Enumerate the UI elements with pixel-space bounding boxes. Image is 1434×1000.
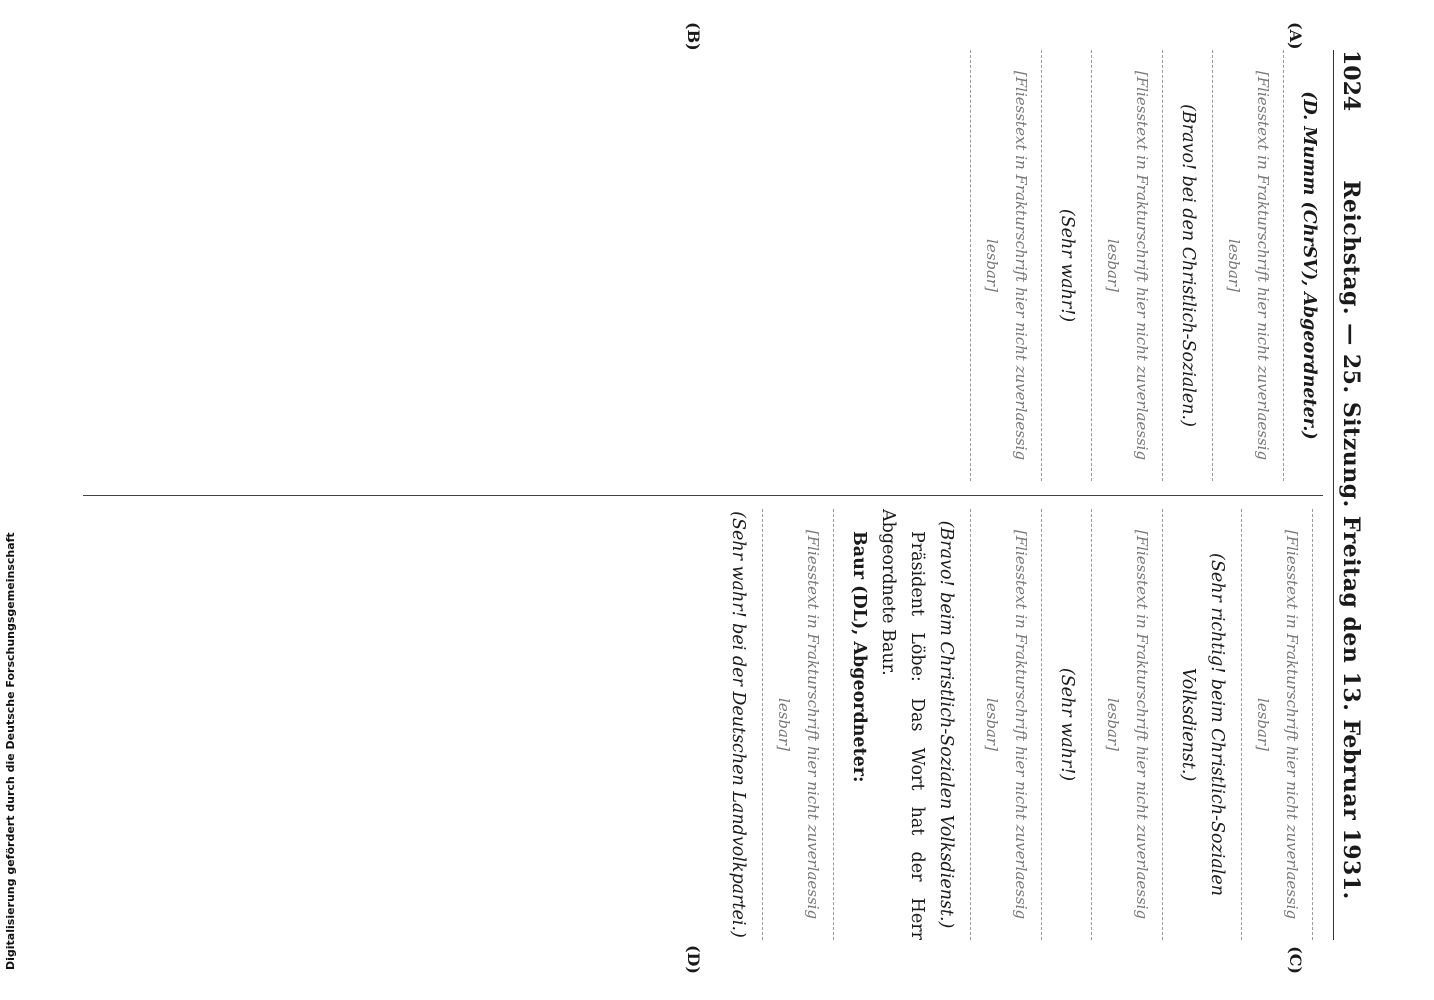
illegible-text: [Fliesstext in Frakturschrift hier nicht zuverlaessig lesbar] — [1091, 50, 1163, 481]
reaction-line: (Sehr richtig! beim Christlich-Sozialen Volksdienst.) — [1178, 553, 1227, 896]
page-header — [1333, 50, 1364, 940]
credit-text: Digitalisierung gefördert durch die Deutsche Forschungsgemeinschaft — [4, 532, 17, 970]
illegible-text: [Fliesstext in Frakturschrift hier nicht zuverlaessig lesbar] — [1241, 509, 1313, 940]
reaction-line: (Sehr wahr!) — [1057, 208, 1077, 323]
right-column — [83, 509, 1323, 940]
text-columns — [83, 22, 1323, 974]
illegible-text: [Fliesstext in Frakturschrift hier nicht zuverlaessig lesbar] — [1212, 50, 1284, 481]
reaction-line: (Bravo! bei den Christlich-Sozialen.) — [1178, 104, 1198, 427]
margin-marker-a: (A) — [1286, 22, 1305, 50]
president-line: Präsident Löbe: Das Wort hat der Herr Abgeordnete Baur. — [878, 509, 927, 940]
page-number: 1024 — [1338, 50, 1364, 112]
illegible-text: [Fliesstext in Frakturschrift hier nicht zuverlaessig lesbar] — [970, 509, 1042, 940]
column-divider — [83, 495, 1323, 496]
margin-marker-b: (B) — [684, 22, 703, 51]
digitization-credit — [0, 0, 24, 1000]
margin-marker-d: (D) — [684, 944, 703, 974]
speaker-line: Baur (DL), Abgeordneter: — [849, 531, 869, 783]
illegible-text: [Fliesstext in Frakturschrift hier nicht zuverlaessig lesbar] — [762, 509, 834, 940]
page-title: Reichstag. — 25. Sitzung. Freitag den 13. Februar 1931. — [1338, 180, 1364, 900]
illegible-text: [Fliesstext in Frakturschrift hier nicht zuverlaessig lesbar] — [970, 50, 1042, 481]
reaction-line: (Sehr wahr! bei der Deutschen Landvolkpartei.) — [728, 511, 748, 938]
left-column — [83, 50, 1323, 481]
speaker-line: (D. Mumm (ChrSV), Abgeordneter.) — [1299, 91, 1319, 440]
illegible-text: [Fliesstext in Frakturschrift hier nicht zuverlaessig lesbar] — [1091, 509, 1163, 940]
reaction-line: (Bravo! beim Christlich-Sozialen Volksdienst.) — [936, 520, 956, 929]
margin-marker-c: (C) — [1286, 946, 1305, 974]
reaction-line: (Sehr wahr!) — [1057, 667, 1077, 782]
